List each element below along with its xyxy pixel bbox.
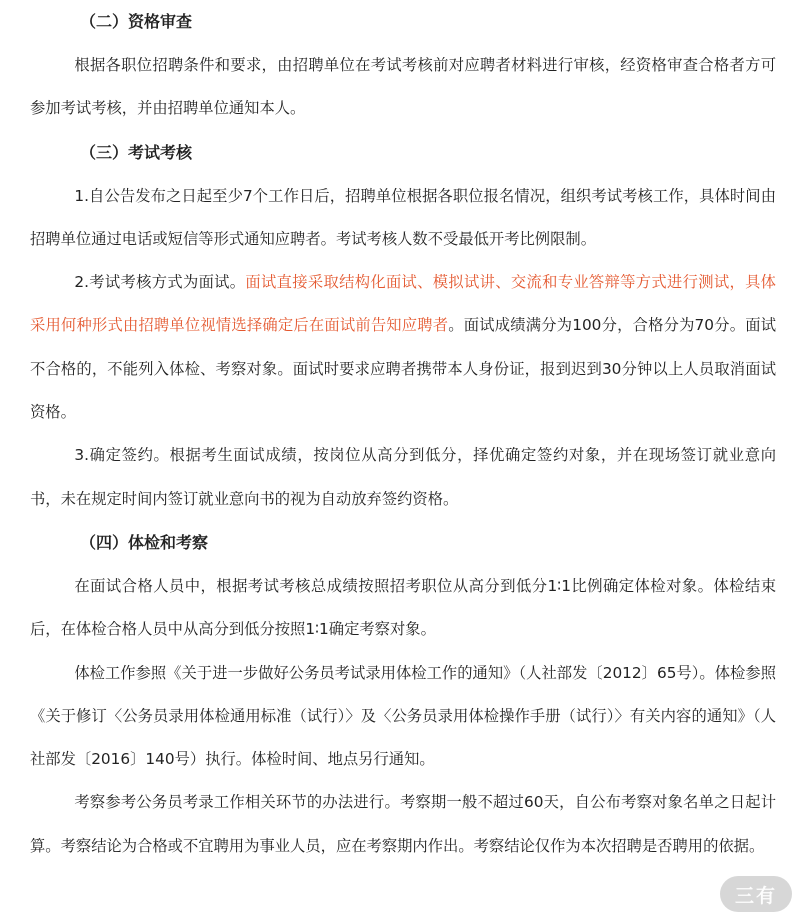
section-heading-exam: （三）考试考核 — [80, 142, 193, 162]
watermark-badge: 三有 — [720, 876, 792, 912]
section-heading-physical: （四）体检和考察 — [80, 532, 209, 552]
paragraph-exam-2-start: 2.考试考核方式为面试。 — [74, 273, 246, 292]
highlighted-text: 面试直接采取结构化面试、模拟试讲、交流和专业答辩等方式进行测试，具体采用何种形式由招聘单位视情选择确定后在面试前告知应聘者 — [30, 273, 776, 335]
paragraph-physical-1: 在面试合格人员中，根据考试考核总成绩按照招考职位从高分到低分1∶1比例确定体检对象。体检结束后，在体检合格人员中从高分到低分按照1∶1确定考察对象。 — [30, 576, 776, 639]
paragraph-exam-2-end: 。面试成绩满分为100分，合格分为70分。面试不合格的，不能列入体检、考察对象。面试时要求应聘者携带本人身份证，报到迟到30分钟以上人员取消面试资格。 — [30, 316, 776, 422]
paragraph-exam-1: 1.自公告发布之日起至少7个工作日后，招聘单位根据各职位报名情况，组织考试考核工作，具体时间由招聘单位通过电话或短信等形式通知应聘者。考试考核人数不受最低开考比例限制。 — [30, 186, 776, 248]
paragraph-review-1: 根据各职位招聘条件和要求，由招聘单位在考试考核前对应聘者材料进行审核，经资格审查合格者方可参加考试考核，并由招聘单位通知本人。 — [30, 56, 776, 118]
paragraph-physical-3: 考察参考公务员考录工作相关环节的办法进行。考察期一般不超过60天，自公布考察对象名单之日起计算。考察结论为合格或不宜聘用为事业人员，应在考察期内作出。考察结论仅作为本次招聘是否聘用的依据。 — [30, 793, 776, 855]
paragraph-physical-2: 体检工作参照《关于进一步做好公务员考试录用体检工作的通知》（人社部发〔2012〕65号）。体检参照《关于修订〈公务员录用体检通用标准（试行）〉及〈公务员录用体检操作手册（试行）〉有关内容的通知》（人社部发〔2016〕140号）执行。体检时间、地点另行通知。 — [30, 663, 776, 769]
paragraph-exam-2 — [30, 261, 776, 434]
document-body — [30, 0, 776, 868]
paragraph-exam-3: 3.确定签约。根据考生面试成绩，按岗位从高分到低分，择优确定签约对象，并在现场签订就业意向书，未在规定时间内签订就业意向书的视为自动放弃签约资格。 — [30, 446, 776, 508]
section-heading-review: （二）资格审查 — [80, 12, 193, 31]
